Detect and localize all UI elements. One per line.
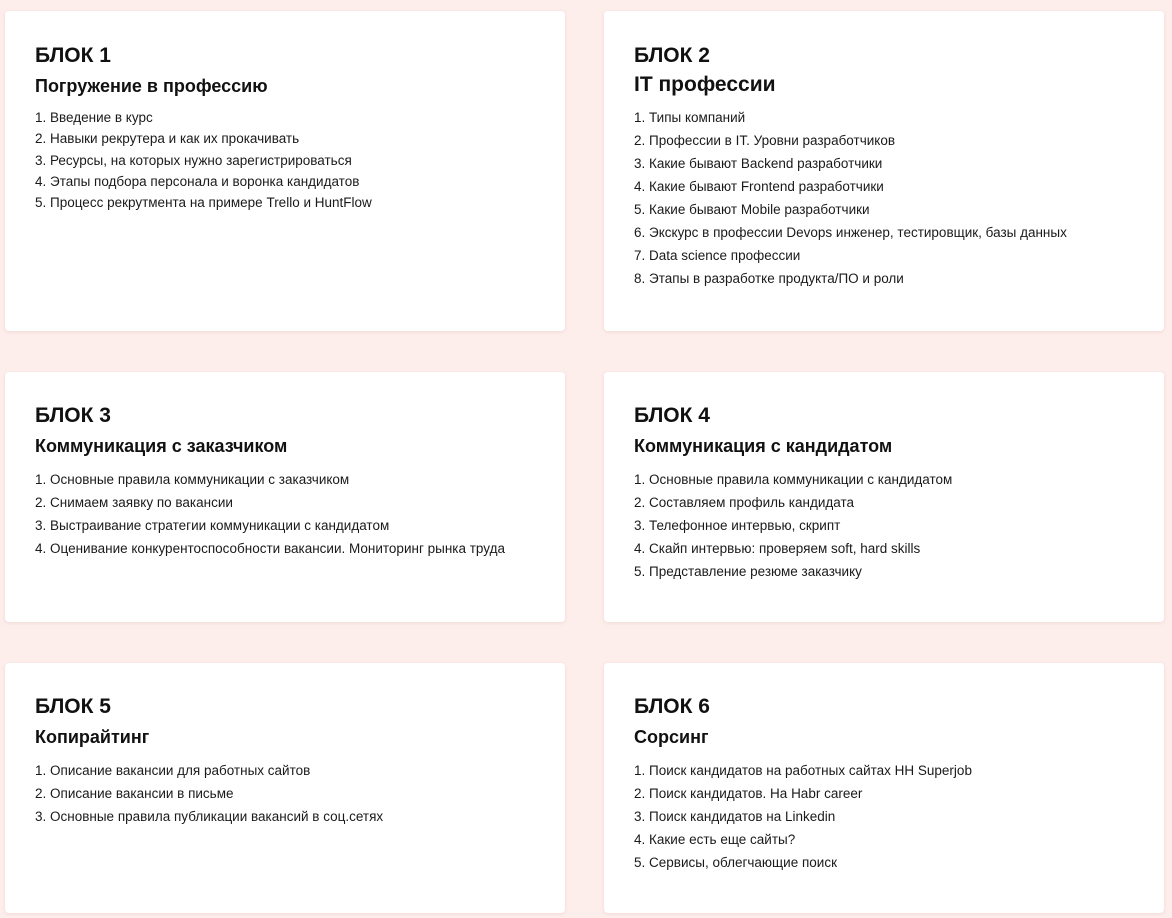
block-title: Коммуникация с кандидатом: [634, 436, 893, 456]
topic-item: 2. Составляем профиль кандидата: [634, 495, 854, 510]
block-title: Коммуникация с заказчиком: [35, 436, 288, 456]
block-card-6: [604, 663, 1164, 913]
block-title: IT профессии: [634, 73, 776, 96]
block-card-4: [604, 372, 1164, 622]
block-card-3: [5, 372, 565, 622]
topic-item: 1. Введение в курс: [35, 110, 153, 125]
topic-item: 2. Снимаем заявку по вакансии: [35, 495, 233, 510]
topic-item: 3. Основные правила публикации вакансий в соц.сетях: [35, 809, 384, 824]
block-card-1: [5, 11, 565, 331]
block-label: БЛОК 5: [35, 695, 111, 718]
block-topic-list: [35, 759, 545, 828]
topic-item: 8. Этапы в разработке продукта/ПО и роли: [634, 271, 904, 286]
topic-item: 6. Экскурс в профессии Devops инженер, тестировщик, базы данных: [634, 225, 1067, 240]
block-card-2: [604, 11, 1164, 331]
topic-item: 5. Процесс рекрутмента на примере Trello и HuntFlow: [35, 195, 372, 211]
topic-item: 1. Типы компаний: [634, 110, 746, 125]
block-label: БЛОК 4: [634, 404, 710, 427]
topic-item: 2. Навыки рекрутера и как их прокачивать: [35, 131, 300, 147]
topic-item: 1. Основные правила коммуникации с заказчиком: [35, 472, 350, 487]
block-label: БЛОК 1: [35, 44, 111, 67]
topic-item: 3. Какие бывают Backend разработчики: [634, 156, 883, 171]
block-title: Копирайтинг: [35, 727, 150, 747]
topic-item: 5. Какие бывают Mobile разработчики: [634, 202, 870, 217]
block-topic-list: [35, 468, 545, 560]
topic-item: 2. Профессии в IT. Уровни разработчиков: [634, 133, 896, 148]
block-title: Сорсинг: [634, 727, 709, 747]
topic-item: 5. Сервисы, облегчающие поиск: [634, 855, 837, 870]
topic-item: 4. Какие бывают Frontend разработчики: [634, 179, 884, 194]
topic-item: 3. Ресурсы, на которых нужно зарегистрироваться: [35, 152, 352, 168]
topic-item: 1. Поиск кандидатов на работных сайтах HH Superjob: [634, 763, 972, 778]
topic-item: 4. Какие есть еще сайты?: [634, 832, 796, 847]
topic-item: 1. Основные правила коммуникации с кандидатом: [634, 472, 953, 487]
topic-item: 2. Описание вакансии в письме: [35, 786, 234, 801]
topic-item: 4. Этапы подбора персонала и воронка кандидатов: [35, 173, 360, 189]
block-topic-list: [35, 107, 545, 213]
block-topic-list: [634, 468, 1144, 583]
topic-item: 4. Скайп интервью: проверяем soft, hard skills: [634, 541, 921, 556]
block-label: БЛОК 2: [634, 44, 710, 67]
topic-item: 3. Телефонное интервью, скрипт: [634, 518, 841, 533]
block-label: БЛОК 6: [634, 695, 710, 718]
block-label: БЛОК 3: [35, 404, 111, 427]
block-title: Погружение в профессию: [35, 76, 268, 96]
block-topic-list: [634, 759, 1144, 874]
topic-item: 2. Поиск кандидатов. На Habr career: [634, 786, 863, 801]
topic-item: 4. Оценивание конкурентоспособности вакансии. Мониторинг рынка труда: [35, 541, 505, 556]
topic-item: 3. Поиск кандидатов на Linkedin: [634, 809, 836, 824]
topic-item: 1. Описание вакансии для работных сайтов: [35, 763, 311, 778]
block-topic-list: [634, 106, 1144, 290]
topic-item: 5. Представление резюме заказчику: [634, 564, 862, 579]
topic-item: 7. Data science профессии: [634, 248, 801, 263]
block-card-5: [5, 663, 565, 913]
topic-item: 3. Выстраивание стратегии коммуникации с кандидатом: [35, 518, 390, 533]
